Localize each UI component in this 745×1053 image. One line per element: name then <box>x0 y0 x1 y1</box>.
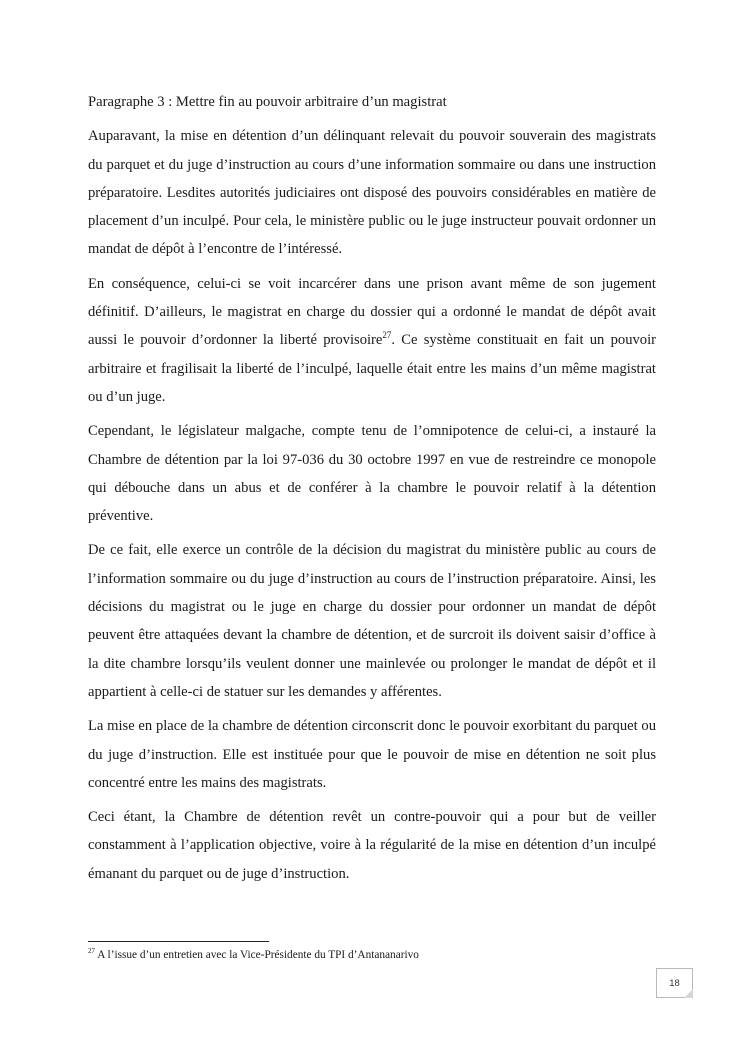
footnote-reference[interactable]: 27 <box>382 330 392 341</box>
paragraph-6: Ceci étant, la Chambre de détention revêt un contre-pouvoir qui a pour but de veiller constamment à l’application objective, voire à la régularité de la mise en détention d’un inculpé émanant du parquet ou de juge d’instruction. <box>88 809 656 882</box>
paragraph-2-text-before: En conséquence, celui-ci se voit incarcérer dans une prison avant même de son jugement définitif. D’ailleurs, le magistrat en charge du dossier qui a ordonné le mandat de dépôt avait aussi le pouvoir d’ordonner la liberté provisoire <box>88 275 656 349</box>
page-number-box <box>656 968 693 998</box>
footnote-separator <box>88 941 269 942</box>
paragraph-4: De ce fait, elle exerce un contrôle de la décision du magistrat du ministère public au cours de l’information sommaire ou du juge d’instruction au cours de l’instruction préparatoire. Ainsi, les décisions du magistrat ou le juge en charge du dossier pour ordonner un mandat de dépôt peuvent être attaquées devant la chambre de détention, et de surcroit ils doivent saisir d’office à la dite chambre lorsqu’ils veulent donner une mainlevée ou prolonger le mandat de dépôt et il appartient à celle-ci de statuer sur les demandes y afférentes. <box>88 542 656 700</box>
page-number: 18 <box>669 978 680 989</box>
footnote-number: 27 <box>88 947 95 956</box>
page-corner-fold-icon <box>684 989 693 998</box>
footnote-text: A l’issue d’un entretien avec la Vice-Présidente du TPI d’Antananarivo <box>95 949 419 961</box>
section-heading: Paragraphe 3 : Mettre fin au pouvoir arbitraire d’un magistrat <box>88 94 447 110</box>
footnote <box>88 947 656 963</box>
body-text <box>88 88 656 894</box>
paragraph-1: Auparavant, la mise en détention d’un délinquant relevait du pouvoir souverain des magistrats du parquet et du juge d’instruction au cours d’une information sommaire ou dans une instruction préparatoire. Lesdites autorités judiciaires ont disposé des pouvoirs considérables en matière de placement d’un inculpé. Pour cela, le ministère public ou le juge instructeur pouvait ordonner un mandat de dépôt à l’encontre de l’intéressé. <box>88 128 656 258</box>
paragraph-3: Cependant, le législateur malgache, compte tenu de l’omnipotence de celui-ci, a instauré la Chambre de détention par la loi 97-036 du 30 octobre 1997 en vue de restreindre ce monopole qui débouche dans un abus et de conférer à la chambre le pouvoir relatif à la détention préventive. <box>88 423 656 525</box>
paragraph-2 <box>88 270 656 411</box>
paragraph-5: La mise en place de la chambre de détention circonscrit donc le pouvoir exorbitant du parquet ou du juge d’instruction. Elle est instituée pour que le pouvoir de mise en détention ne soit plus concentré entre les mains des magistrats. <box>88 718 656 791</box>
paragraph-2-text-after: . Ce système constituait en fait un pouvoir arbitraire et fragilisait la liberté de l’inculpé, laquelle était entre les mains d’un même magistrat ou d’un juge. <box>88 332 656 405</box>
